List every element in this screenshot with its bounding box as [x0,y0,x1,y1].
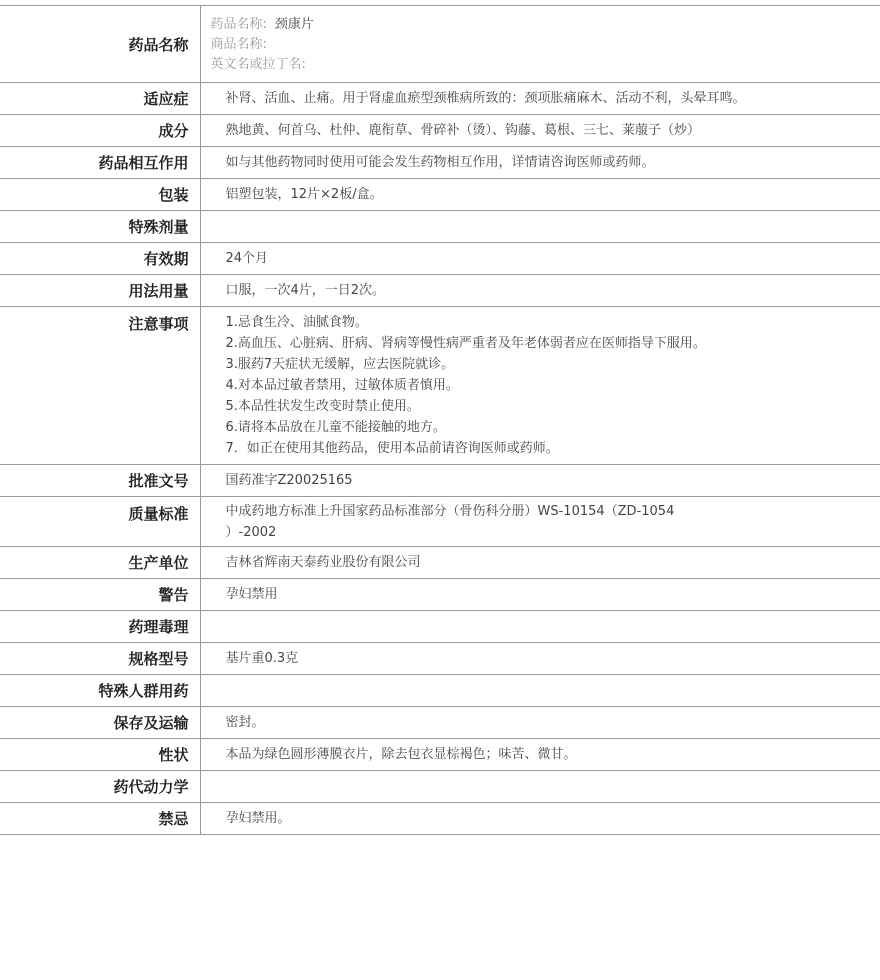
label-pharmacology: 药理毒理 [0,611,200,643]
label-storage: 保存及运输 [0,707,200,739]
generic-name-key: 药品名称: [210,17,267,32]
value-pharmacology [200,611,880,643]
label-spec: 规格型号 [0,643,200,675]
row-properties [0,739,880,771]
label-interactions: 药品相互作用 [0,147,200,179]
precaution-item: 6.请将本品放在儿童不能接触的地方。 [225,420,446,435]
label-contraindications: 禁忌 [0,803,200,835]
row-pharmacology [0,611,880,643]
row-validity [0,243,880,275]
row-approval [0,465,880,497]
english-name-key: 英文名或拉丁名: [210,57,306,72]
value-interactions: 如与其他药物同时使用可能会发生药物相互作用，详情请咨询医师或药师。 [200,147,880,179]
row-spec [0,643,880,675]
label-pharmacokinetics: 药代动力学 [0,771,200,803]
row-ingredients [0,115,880,147]
quality-line-1: 中成药地方标准上升国家药品标准部分（骨伤科分册）WS-10154（ZD-1054 [225,503,675,519]
row-warning [0,579,880,611]
precaution-item: 7．如正在使用其他药品，使用本品前请咨询医师或药师。 [225,441,559,456]
label-quality: 质量标准 [0,497,200,547]
value-special-dosage [200,211,880,243]
label-precautions: 注意事项 [0,307,200,465]
value-spec: 基片重0.3克 [200,643,880,675]
value-package: 铝塑包装，12片×2板/盒。 [200,179,880,211]
row-contraindications [0,803,880,835]
label-package: 包装 [0,179,200,211]
value-approval: 国药准字Z20025165 [200,465,880,497]
label-approval: 批准文号 [0,465,200,497]
value-validity: 24个月 [200,243,880,275]
row-special-groups [0,675,880,707]
value-indications: 补肾、活血、止痛。用于肾虚血瘀型颈椎病所致的：颈项胀痛麻木、活动不利，头晕耳鸣。 [200,83,880,115]
value-quality [200,497,880,547]
label-ingredients: 成分 [0,115,200,147]
label-properties: 性状 [0,739,200,771]
row-usage [0,275,880,307]
drug-info-table [0,5,880,835]
precaution-item: 1.忌食生冷、油腻食物。 [225,315,368,330]
row-special-dosage [0,211,880,243]
value-special-groups [200,675,880,707]
precaution-item: 2.高血压、心脏病、肝病、肾病等慢性病严重者及年老体弱者应在医师指导下服用。 [225,336,706,351]
value-storage: 密封。 [200,707,880,739]
row-quality [0,497,880,547]
value-drug-name [200,6,880,83]
trade-name-key: 商品名称: [210,37,267,52]
row-drug-name [0,6,880,83]
label-special-dosage: 特殊剂量 [0,211,200,243]
generic-name-value: 颈康片 [274,17,314,32]
english-name-line [211,55,871,75]
value-contraindications: 孕妇禁用。 [200,803,880,835]
precaution-item: 5.本品性状发生改变时禁止使用。 [225,399,420,414]
precaution-item: 4.对本品过敏者禁用，过敏体质者慎用。 [225,378,459,393]
label-warning: 警告 [0,579,200,611]
label-manufacturer: 生产单位 [0,547,200,579]
value-warning: 孕妇禁用 [200,579,880,611]
value-ingredients: 熟地黄、何首乌、杜仲、鹿衔草、骨碎补（烫）、钩藤、葛根、三七、莱菔子（炒） [200,115,880,147]
row-interactions [0,147,880,179]
row-storage [0,707,880,739]
trade-name-line [211,35,871,55]
label-usage: 用法用量 [0,275,200,307]
generic-name-line [211,15,871,35]
label-validity: 有效期 [0,243,200,275]
label-indications: 适应症 [0,83,200,115]
row-indications [0,83,880,115]
value-usage: 口服，一次4片，一日2次。 [200,275,880,307]
value-pharmacokinetics [200,771,880,803]
row-precautions [0,307,880,465]
label-special-groups: 特殊人群用药 [0,675,200,707]
row-package [0,179,880,211]
value-precautions [200,307,880,465]
quality-line-2: ）-2002 [225,524,277,540]
row-manufacturer [0,547,880,579]
precaution-item: 3.服药7天症状无缓解，应去医院就诊。 [225,357,455,372]
row-pharmacokinetics [0,771,880,803]
value-properties: 本品为绿色圆形薄膜衣片，除去包衣显棕褐色；味苦、微甘。 [200,739,880,771]
value-manufacturer: 吉林省辉南天泰药业股份有限公司 [200,547,880,579]
label-drug-name: 药品名称 [0,6,200,83]
